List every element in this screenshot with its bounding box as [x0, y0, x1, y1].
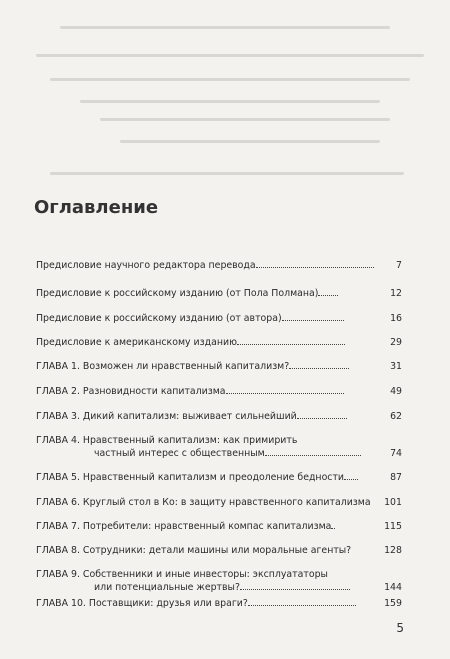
show-through-line: [120, 140, 380, 143]
toc-entry-page: 144: [384, 582, 402, 593]
toc-entry-page: 12: [390, 288, 402, 299]
toc-heading: Оглавление: [34, 197, 159, 218]
toc-entry-title: Предисловие к российскому изданию (от Пола Полмана): [36, 288, 319, 299]
toc-entry-page: 49: [390, 386, 402, 397]
toc-entry-title: ГЛАВА 6. Круглый стол в Ко: в защиту нравственного капитализма: [36, 497, 371, 508]
toc-entry-title: ГЛАВА 3. Дикий капитализм: выживает сильнейший: [36, 411, 297, 422]
show-through-line: [60, 26, 390, 29]
toc-entry-title: Предисловие к американскому изданию: [36, 337, 237, 348]
dot-leader: [248, 605, 356, 606]
toc-entry-page: 74: [390, 448, 402, 459]
toc-entry-title: ГЛАВА 1. Возможен ли нравственный капитализм?: [36, 361, 290, 372]
toc-entry-page: 62: [390, 411, 402, 422]
dot-leader: [240, 589, 350, 590]
toc-entry-page: 101: [384, 497, 402, 508]
dot-leader: [237, 344, 345, 345]
show-through-line: [80, 100, 380, 103]
toc-entry-title-line: ГЛАВА 4. Нравственный капитализм: как примирить: [36, 435, 298, 446]
dot-leader: [344, 479, 358, 480]
toc-entry-title: ГЛАВА 2. Разновидности капитализма: [36, 386, 226, 397]
dot-leader: [265, 455, 361, 456]
toc-entry-title-line: или потенциальные жертвы?: [94, 582, 240, 593]
page-number: 5: [396, 621, 404, 635]
toc-entry-title: ГЛАВА 7. Потребители: нравственный компас капитализма: [36, 521, 332, 532]
toc-entry-page: 29: [390, 337, 402, 348]
toc-entry-title: Предисловие к российскому изданию (от автора): [36, 313, 282, 324]
dot-leader: [289, 368, 349, 369]
toc-entry-page: 159: [384, 598, 402, 609]
toc-entry[interactable]: [36, 568, 404, 600]
toc-entry-page: 128: [384, 545, 402, 556]
toc-entry-title: ГЛАВА 10. Поставщики: друзья или враги?: [36, 598, 248, 609]
dot-leader: [318, 295, 338, 296]
toc-entry[interactable]: [36, 434, 404, 466]
toc-entry-page: 16: [390, 313, 402, 324]
show-through-line: [100, 118, 390, 121]
dot-leader: [282, 320, 344, 321]
toc-entry-page: 7: [396, 260, 402, 271]
toc-entry-title-line: ГЛАВА 9. Собственники и иные инвесторы: эксплуататоры: [36, 569, 328, 580]
show-through-line: [50, 78, 410, 81]
show-through-line: [50, 172, 404, 175]
dot-leader: [256, 267, 374, 268]
toc-entry-page: 115: [384, 521, 402, 532]
toc-entry-page: 31: [390, 361, 402, 372]
toc-entry-page: 87: [390, 472, 402, 483]
dot-leader: [226, 393, 344, 394]
toc-entry-title: Предисловие научного редактора перевода: [36, 260, 256, 271]
dot-leader: [297, 418, 347, 419]
toc-entry-title-line: частный интерес с общественным: [94, 448, 265, 459]
show-through-line: [36, 54, 424, 57]
toc-entry-title: ГЛАВА 5. Нравственный капитализм и преодоление бедности: [36, 472, 345, 483]
dot-leader: [331, 528, 335, 529]
toc-entry-title: ГЛАВА 8. Сотрудники: детали машины или моральные агенты?: [36, 545, 352, 556]
